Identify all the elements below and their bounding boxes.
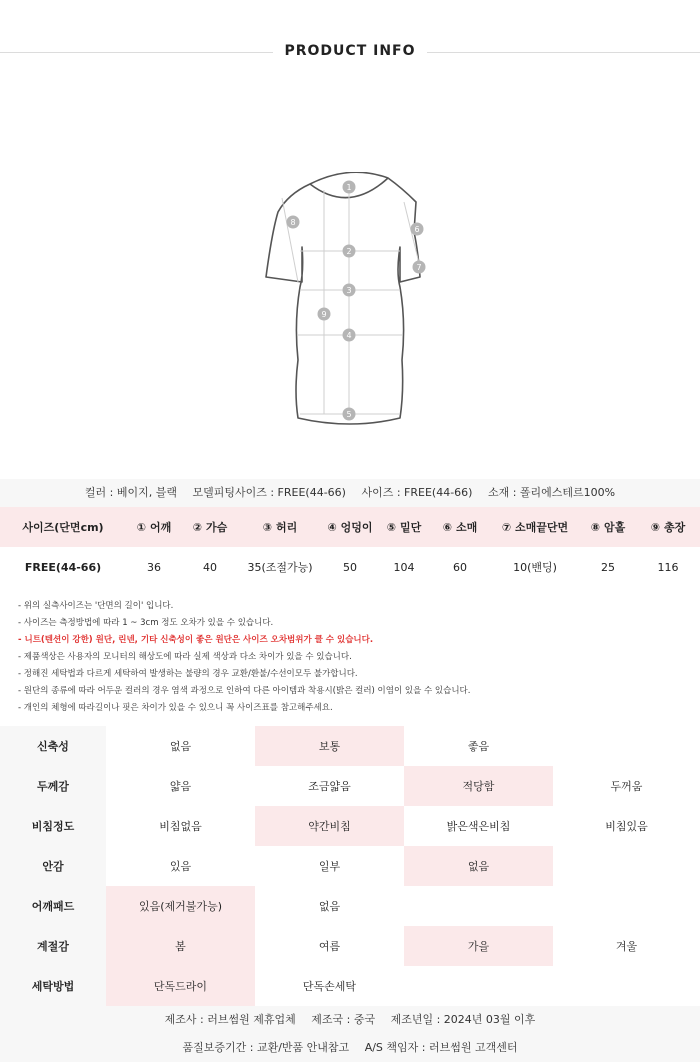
marker-8 [287,216,300,229]
attr-option-selected: 보통 [255,726,404,766]
marker-2 [343,245,356,258]
attr-option [553,846,700,886]
attr-option: 없음 [318,900,341,913]
attr-row-lining [0,846,700,886]
footer-row-2 [0,1034,700,1062]
section-header [0,38,700,68]
attr-option [553,966,700,1006]
note-item: - 원단의 종류에 따라 어두운 컬러의 경우 염색 과정으로 인하여 다른 아이템과 착용시(밝은 컬러) 이염이 있을 수 있습니다. [18,686,471,696]
size-info: 사이즈 : FREE(44-66) [361,486,473,499]
country-of-origin: 제조국 : 중국 [311,1013,376,1026]
attr-option: 단독손세탁 [302,980,357,993]
attr-option-selected: 적당함 [404,766,553,806]
svg-text:1: 1 [346,183,352,192]
attr-option: 좋음 [467,740,490,753]
attr-label: 안감 [0,846,106,886]
attr-label: 두께감 [0,766,106,806]
size-value-length: 116 [657,560,679,574]
section-title: PRODUCT INFO [284,43,416,59]
manufacturer: 제조사 : 러브썸원 제휴업체 [164,1013,296,1026]
attr-row-thickness [0,766,700,806]
size-header-hip: ④ 엉덩이 [322,507,378,547]
size-value-hip: 50 [343,560,357,574]
size-value-hem: 104 [393,560,415,574]
attr-label: 신축성 [0,726,106,766]
size-header-shoulder: ① 어깨 [126,507,182,547]
attr-option-selected: 있음(제거불가능) [106,886,255,926]
marker-7 [413,261,426,274]
svg-text:3: 3 [346,286,352,295]
size-value-shoulder: 36 [147,560,161,574]
size-value-sleeve: 60 [453,560,467,574]
material-info: 소재 : 폴리에스테르100% [487,486,616,499]
note-item: - 제품색상은 사용자의 모니터의 해상도에 따라 실제 색상과 다소 차이가 있을 수 있습니다. [18,652,352,662]
attr-option-selected: 약간비침 [255,806,404,846]
size-header-armhole: ⑧ 암홀 [580,507,636,547]
size-header-hem: ⑤ 밑단 [378,507,430,547]
note-item: - 사이즈는 측정방법에 따라 1 ~ 3cm 정도 오차가 있을 수 있습니다. [18,618,274,628]
attr-option-selected: 가을 [404,926,553,966]
marker-9 [318,308,331,321]
product-summary-bar [0,479,700,507]
dress-outline-svg [250,172,450,434]
marker-3 [343,284,356,297]
attr-option: 일부 [318,860,341,873]
manufacturer-footer [0,1006,700,1062]
warranty-period: 품질보증기간 : 교환/반품 안내참고 [182,1041,350,1054]
attr-option-selected: 봄 [106,926,255,966]
marker-1 [343,181,356,194]
svg-text:8: 8 [290,218,296,227]
marker-6 [411,223,424,236]
attr-label: 어깨패드 [0,886,106,926]
dress-measurement-figure [250,172,450,434]
footer-row-1 [0,1006,700,1034]
svg-text:6: 6 [414,225,420,234]
attr-option: 조금얇음 [308,780,351,793]
size-value-armhole: 25 [601,560,615,574]
note-item: - 위의 실측사이즈는 '단면의 길이' 입니다. [18,601,174,611]
size-header-sleeve: ⑥ 소매 [430,507,490,547]
attr-option [404,886,553,926]
marker-5 [343,408,356,421]
svg-text:7: 7 [416,263,422,272]
attr-option: 밝은색은비침 [446,820,511,833]
attr-row-washing [0,966,700,1006]
attr-option [404,966,553,1006]
size-header-waist: ③ 허리 [238,507,322,547]
attribute-table [0,726,700,1006]
attr-label: 세탁방법 [0,966,106,1006]
attr-option: 비침없음 [159,820,202,833]
size-header-length: ⑨ 총장 [636,507,700,547]
attr-row-sheerness [0,806,700,846]
attr-option: 얇음 [169,780,192,793]
svg-text:2: 2 [346,247,352,256]
size-header-label: 사이즈(단면cm) [0,507,126,547]
attr-option: 두꺼움 [610,780,643,793]
size-table-row [0,547,700,587]
attr-row-season [0,926,700,966]
attr-option [553,726,700,766]
svg-text:5: 5 [346,410,352,419]
size-header-cuff: ⑦ 소매끝단면 [490,507,580,547]
attr-row-stretch [0,726,700,766]
attr-option: 여름 [318,940,341,953]
color-info: 컬러 : 베이지, 블랙 [84,486,177,499]
size-notes [18,598,688,717]
header-divider-right [427,52,700,53]
model-size-info: 모델피팅사이즈 : FREE(44-66) [192,486,346,499]
attr-option: 없음 [169,740,192,753]
note-item: - 개인의 체형에 따라길이나 핏은 차이가 있을 수 있으니 꼭 사이즈표를 참고해주세요. [18,703,333,713]
attr-option: 있음 [169,860,192,873]
note-item: - 정해진 세탁법과 다르게 세탁하여 발생하는 불량의 경우 교환/환불/수선이모두 불가합니다. [18,669,358,679]
size-value-size: FREE(44-66) [24,560,102,574]
svg-text:4: 4 [346,331,352,340]
attr-option: 겨울 [615,940,638,953]
size-value-waist: 35(조절가능) [247,561,313,574]
svg-text:9: 9 [321,310,327,319]
size-value-chest: 40 [203,560,217,574]
attr-option-selected: 단독드라이 [106,966,255,1006]
note-item-warning: - 니트(텐션이 강한) 원단, 린넨, 기타 신축성이 좋은 원단은 사이즈 오차범위가 클 수 있습니다. [18,635,374,645]
as-contact: A/S 책임자 : 러브썸원 고객센터 [364,1041,518,1054]
marker-4 [343,329,356,342]
size-table-header [0,507,700,547]
attr-row-shoulder-pad [0,886,700,926]
attr-option [553,886,700,926]
attr-label: 계절감 [0,926,106,966]
manufacture-date: 제조년일 : 2024년 03월 이후 [390,1013,536,1026]
size-table [0,507,700,587]
attr-option: 비침있음 [605,820,648,833]
attr-label: 비침정도 [0,806,106,846]
attr-option-selected: 없음 [404,846,553,886]
size-header-chest: ② 가슴 [182,507,238,547]
size-value-cuff: 10(밴딩) [513,561,557,574]
